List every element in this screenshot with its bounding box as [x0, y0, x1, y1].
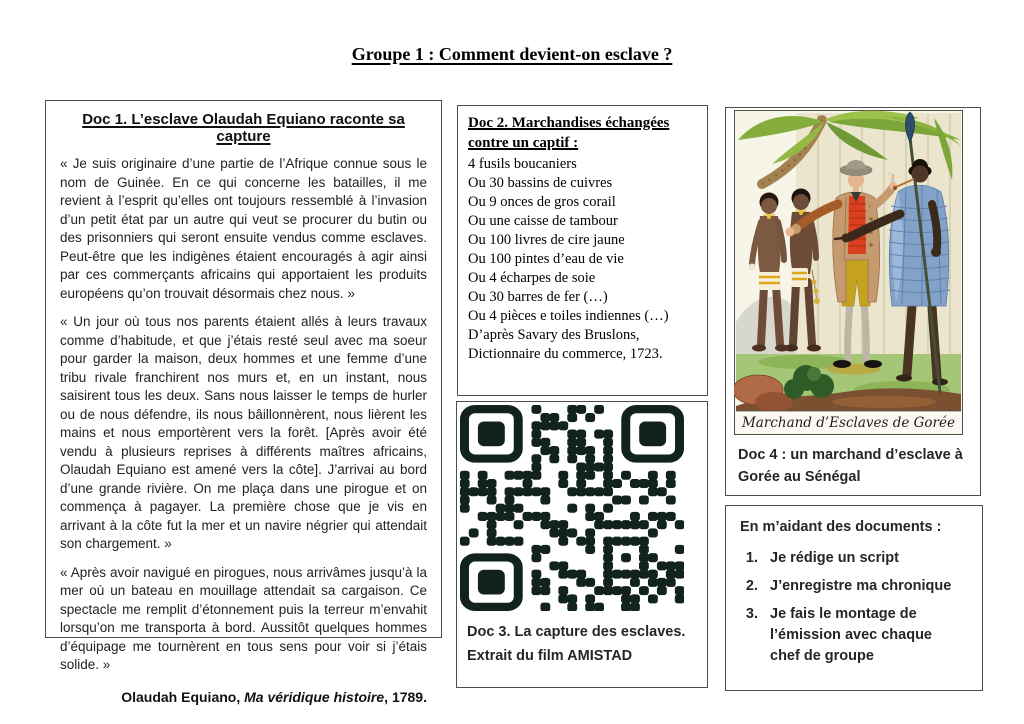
doc2-source: Dictionnaire du commerce, 1723.: [468, 346, 663, 362]
doc2-item: Ou 30 bassins de cuivres: [468, 175, 613, 191]
doc3-panel: [456, 401, 708, 688]
doc2-item: 4 fusils boucaniers: [468, 156, 577, 172]
instruction-step: 1. Je rédige un script: [762, 548, 958, 569]
page-title: Groupe 1 : Comment devient-on esclave ?: [351, 44, 673, 64]
doc2-source: D’après Savary des Bruslons,: [468, 327, 640, 343]
doc2-item: Ou 100 livres de cire jaune: [468, 232, 625, 248]
doc1-paragraph-2: « Un jour où tous nos parents étaient allés à leurs travaux comme d’habitude, et que j’étais resté seul avec ma soeur pour garder la maison, deux hommes et une femme d’une tribu rivale franchirent nos murs et, en un instant, nous saisirent tous les deux. Sans nous laisser le temps de hurler ou de nous défendre, ils nous bâillonnèrent, nous lièrent les mains et nous emportèrent vers la forêt. [Après avoir été vendu à plusieurs reprises à différents maîtres africains, Olaudah Equiano est amené vers la côte]. J’arrivai au bord d’une grande rivière. On me plaça dans une pirogue et on commença à pagayer. La première chose que je vis en arrivant à la côte fut la mer et un navire négrier qui attendait son chargement. »: [60, 314, 427, 551]
doc2-panel: [457, 105, 708, 396]
doc4-caption: Doc 4 : un marchand d’esclave à Gorée au Sénégal: [738, 447, 963, 485]
doc2-item: Ou 9 onces de gros corail: [468, 194, 616, 210]
doc2-list: [468, 155, 699, 364]
doc2-item: Ou 4 écharpes de soie: [468, 270, 596, 286]
doc2-item: Ou 4 pièces e toiles indiennes (…): [468, 308, 669, 324]
instruction-step: 3. Je fais le montage de l’émission avec chaque chef de groupe: [762, 604, 958, 667]
doc4-image-caption: Marchand d’Esclaves de Gorée: [741, 415, 956, 431]
doc1-panel: [45, 100, 442, 705]
doc2-item: Ou 100 pintes d’eau de vie: [468, 251, 624, 267]
instructions-panel: [725, 505, 983, 691]
instruction-step: 2. J’enregistre ma chronique: [762, 576, 958, 597]
doc4-image: [734, 110, 963, 435]
doc3-caption: Doc 3. La capture des esclaves. Extrait du film AMISTAD: [467, 624, 686, 664]
doc2-item: Ou 30 barres de fer (…): [468, 289, 608, 305]
doc2-title: Doc 2. Marchandises échangées contre un captif :: [468, 115, 670, 151]
doc1-citation: Olaudah Equiano, Ma véridique histoire, 1789.: [121, 688, 427, 705]
qr-code: [460, 405, 684, 611]
doc4-panel: [725, 107, 981, 496]
instructions-list: [762, 548, 968, 667]
doc2-item: Ou une caisse de tambour: [468, 213, 618, 229]
instructions-title: En m’aidant des documents :: [740, 519, 942, 535]
doc1-paragraph-1: « Je suis originaire d’une partie de l’Afrique connue sous le nom de Guinée. En ce qui concerne les batailles, il me revient à l’esprit qu’elles ont toujours ressemblé à l’invasion d’un petit état par un autre qui veut se procurer du butin ou des prisonniers qui seront ensuite vendus comme esclaves. Peut-être que les indigènes étaient encouragés à agir ainsi par ces commerçants africains qui apportaient les produits européens qu’on trouvait désormais chez nous. »: [60, 156, 427, 301]
doc1-title: Doc 1. L’esclave Olaudah Equiano raconte sa capture: [82, 111, 405, 145]
doc1-paragraph-3: « Après avoir navigué en pirogues, nous arrivâmes jusqu’à la mer où un bateau en mouillage attendait sa cargaison. Ce spectacle me remplit d’étonnement puis la terreur m’envahit lorsqu’on me transporta à bord. Aussitôt quelques hommes d’équipage me tournèrent en tous sens pour voir si j’étais solide. »: [60, 564, 427, 672]
